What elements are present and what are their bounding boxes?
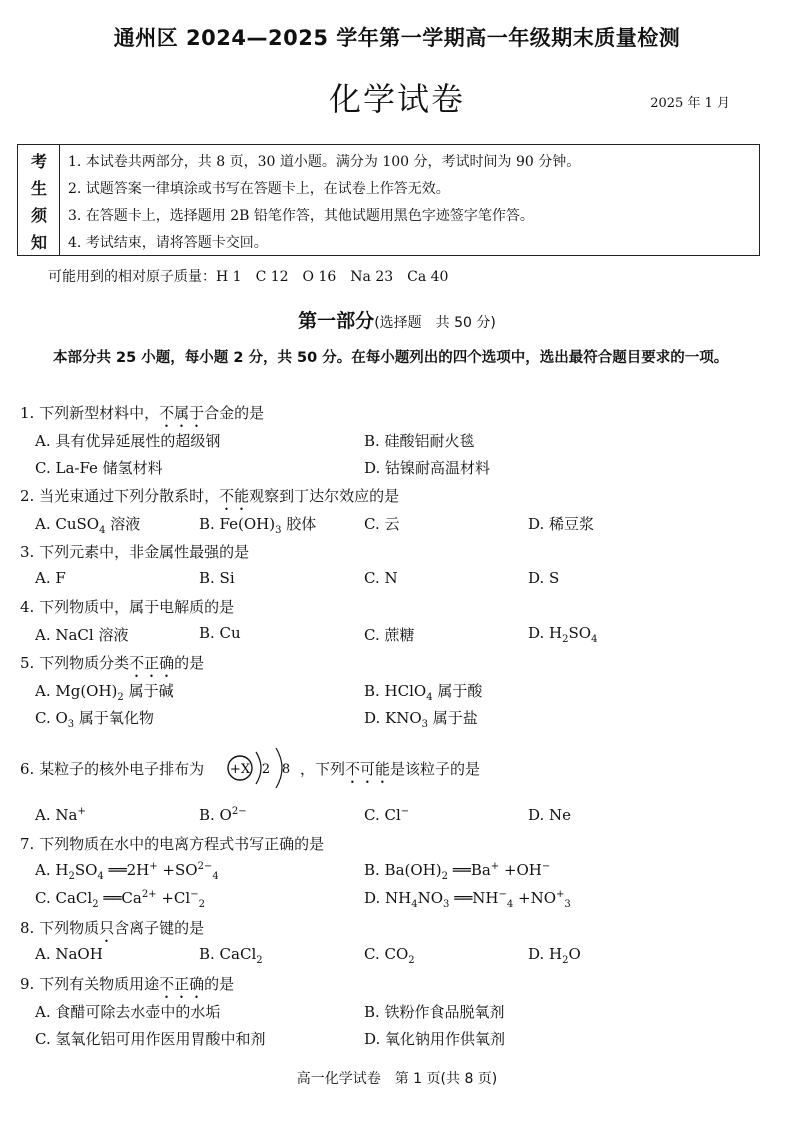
stem-text: 5. 下列物质分类 [20, 654, 130, 672]
question-9-stem [20, 973, 234, 1002]
notice-line: 2. 试题答案一律填涂或书写在答题卡上，在试卷上作答无效。 [68, 181, 450, 197]
q3-option-d: D. S [528, 569, 560, 587]
notice-line: 4. 考试结束，请将答题卡交回。 [68, 235, 268, 251]
nucleus-label: +X [229, 762, 251, 777]
stem-text: 含离子键的是 [114, 919, 205, 937]
q6-option-a: A. Na+ [35, 806, 86, 824]
notice-box [17, 144, 760, 256]
part1-subtitle: (选择题 共 50 分) [374, 315, 496, 331]
part1-heading: 第一部分 [298, 310, 375, 332]
q7-option-b: B. $Ba(OH)_2$ ══Ba+ +OH− [364, 861, 551, 882]
stem-text: 2. 当光束通过下列分散系时， [20, 487, 220, 505]
q5-option-b: B. HClO$_4$ 属于酸 [364, 682, 483, 703]
emphasis-text: 不正确 [159, 975, 205, 993]
q6-option-d: D. Ne [528, 806, 572, 824]
shell-1-count: 2 [261, 762, 271, 777]
q9-option-a: A. 食醋可除去水壶中的水垢 [35, 1003, 221, 1021]
stem-text: 的是 [174, 654, 205, 672]
notice-line: 3. 在答题卡上，选择题用 2B 铅笔作答，其他试题用黑色字迹签字笔作答。 [68, 208, 534, 224]
q3-option-c: C. N [364, 569, 398, 587]
question-2-stem [20, 485, 399, 514]
notice-char: 须 [30, 206, 47, 225]
q4-option-b: B. Cu [199, 624, 241, 642]
exam-title: 通州区 2024—2025 学年第一学期高一年级期末质量检测 [113, 26, 681, 50]
q1-option-a: A. 具有优异延展性的超级钢 [35, 432, 221, 450]
subject-title: 化学试卷 [328, 80, 465, 118]
notice-char: 知 [30, 233, 47, 252]
question-7-stem: 7. 下列物质在水中的电离方程式书写正确的是 [20, 835, 325, 853]
q7-option-a: A. $H_2SO_4$ ══2H+ $+SO^{2-}_4$ [35, 861, 219, 882]
exam-date: 2025 年 1 月 [650, 96, 730, 111]
shell-2-count: 8 [281, 762, 291, 777]
q8-option-c: C. $CO_2$ [364, 945, 415, 966]
question-8-stem [20, 917, 204, 946]
emphasis-text: 不可能 [345, 760, 391, 778]
part1-instructions: 本部分共 25 小题，每小题 2 分，共 50 分。在每小题列出的四个选项中，选出最符合题目要求的一项。 [53, 350, 729, 366]
q2-option-b: B. $Fe(OH)_3$ 胶体 [199, 515, 317, 536]
q9-option-c: C. 氢氧化铝可用作医用胃酸中和剂 [35, 1030, 266, 1048]
q7-option-d: D. $NH_4NO_3$ $══NH^-_4 +NO^+_3$ [364, 889, 571, 910]
q5-option-d: D. $KNO_3$ 属于盐 [364, 709, 478, 730]
q1-option-c: C. La-Fe 储氢材料 [35, 459, 163, 477]
q6-option-c: C. Cl− [364, 806, 410, 824]
notice-side-label [18, 145, 60, 255]
q4-option-a: A. NaCl 溶液 [35, 626, 129, 644]
q1-option-b: B. 硅酸铝耐火毯 [364, 432, 475, 450]
q8-option-a: A. NaOH [35, 945, 103, 963]
q2-option-d: D. 稀豆浆 [528, 515, 595, 533]
q9-option-d: D. 氧化钠用作供氧剂 [364, 1030, 506, 1048]
q8-option-d: D. $H_2O$ [528, 945, 581, 966]
q4-option-c: C. 蔗糖 [364, 626, 415, 644]
q6-option-b: B. $O^{2-}$ [199, 806, 247, 824]
emphasis-text: 只 [99, 919, 115, 937]
emphasis-text: 不属于 [159, 404, 205, 422]
stem-text: 的是 [204, 975, 235, 993]
question-1-stem [20, 402, 264, 431]
stem-text: 合金的是 [204, 404, 265, 422]
question-4-stem: 4. 下列物质中，属于电解质的是 [20, 598, 235, 616]
notice-char: 考 [30, 152, 47, 171]
q3-option-b: B. Si [199, 569, 235, 587]
emphasis-text: 不能 [219, 487, 250, 505]
stem-text: 8. 下列物质 [20, 919, 100, 937]
question-6-stem-pre: 6. 某粒子的核外电子排布为 [20, 760, 205, 778]
emphasis-text: 不正确 [129, 654, 175, 672]
q2-option-c: C. 云 [364, 515, 400, 533]
q4-option-d: D. $H_2SO_4$ [528, 624, 598, 645]
notice-char: 生 [30, 179, 47, 198]
q5-option-c: C. $O_3$ 属于氧化物 [35, 709, 154, 730]
q2-option-a: A. CuSO$_4$ 溶液 [35, 515, 141, 536]
q9-option-b: B. 铁粉作食品脱氧剂 [364, 1003, 505, 1021]
question-5-stem [20, 652, 204, 681]
stem-text: 观察到丁达尔效应的是 [249, 487, 400, 505]
question-3-stem: 3. 下列元素中，非金属性最强的是 [20, 543, 250, 561]
q3-option-a: A. F [35, 569, 66, 587]
q5-option-a: A. $Mg(OH)_2$ 属于碱 [35, 682, 174, 703]
question-6-stem-post: ，下列不可能是该粒子的是 [300, 760, 481, 778]
electron-shell-diagram [226, 746, 306, 790]
q8-option-b: B. CaCl$_2$ [199, 945, 263, 966]
page-footer: 高一化学试卷 第 1 页(共 8 页) [296, 1071, 498, 1087]
stem-text: 1. 下列新型材料中， [20, 404, 160, 422]
atomic-masses: 可能用到的相对原子质量：H 1 C 12 O 16 Na 23 Ca 40 [48, 269, 449, 285]
stem-text: 9. 下列有关物质用途 [20, 975, 160, 993]
notice-line: 1. 本试卷共两部分，共 8 页，30 道小题。满分为 100 分，考试时间为 90 分钟。 [68, 154, 581, 170]
part1-title [0, 306, 794, 333]
q1-option-d: D. 钴镍耐高温材料 [364, 459, 491, 477]
q7-option-c: C. CaCl$_2$ $══Ca^{2+} +Cl^-_2$ [35, 889, 205, 910]
